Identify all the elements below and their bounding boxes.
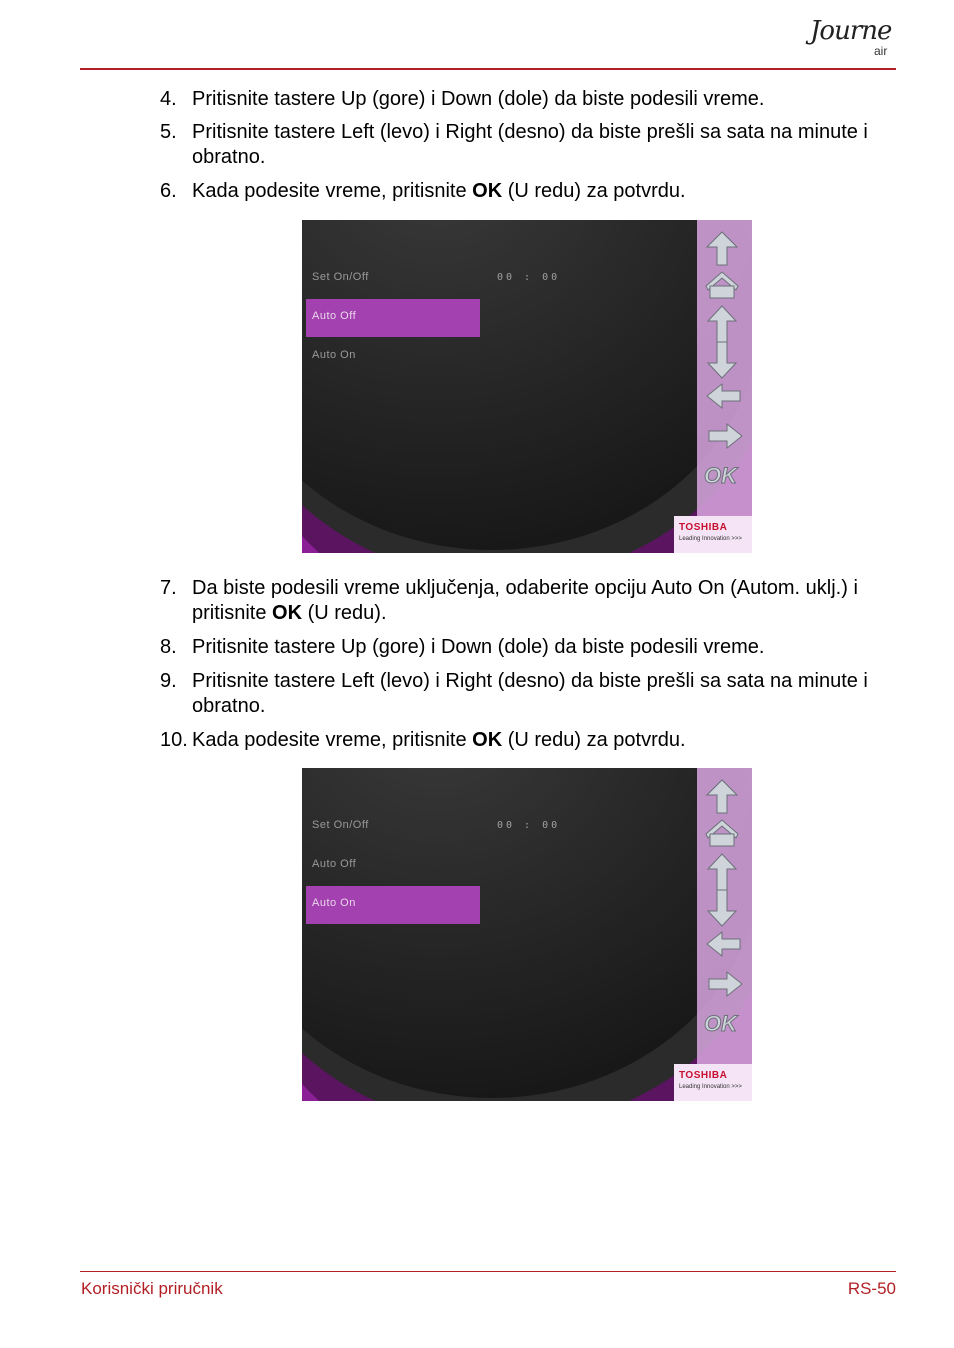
page-number: RS-50 <box>847 1279 896 1298</box>
screen-background <box>302 768 752 1101</box>
ok-bold: OK <box>272 602 303 624</box>
device-screenshot-2 <box>302 768 752 1101</box>
ok-button-icon[interactable]: OK <box>704 1011 737 1036</box>
step-number: 6. <box>160 180 177 202</box>
logo-sub: air <box>874 44 888 58</box>
step-6 <box>160 179 890 204</box>
ok-bold: OK <box>472 729 503 751</box>
menu-item-auto-off[interactable]: Auto Off <box>312 310 357 322</box>
ok-button-icon[interactable]: OK <box>704 463 737 488</box>
step-text: Kada podesite vreme, pritisnite OK (U redu) za potvrdu. <box>192 729 686 751</box>
menu-item-auto-on[interactable]: Auto On <box>312 349 356 361</box>
step-text: Pritisnite tastere Up (gore) i Down (dole) da biste podesili vreme. <box>192 88 765 110</box>
menu-item-auto-on[interactable]: Auto On <box>312 897 356 909</box>
step-text: Da biste podesili vreme uključenja, odaberite opciju Auto On (Autom. uklj.) i pritisnite OK (U redu). <box>192 577 858 624</box>
header-rule <box>80 68 896 70</box>
time-readout: 00 : 00 <box>497 820 561 831</box>
time-readout: 00 : 00 <box>497 272 561 283</box>
footer-rule <box>80 1271 896 1272</box>
step-text: Pritisnite tastere Up (gore) i Down (dole) da biste podesili vreme. <box>192 636 765 658</box>
step-text: Kada podesite vreme, pritisnite OK (U redu) za potvrdu. <box>192 180 686 202</box>
toshiba-logo: TOSHIBA <box>679 1070 728 1081</box>
step-number: 8. <box>160 636 177 658</box>
step-number: 4. <box>160 88 177 110</box>
step-5 <box>160 120 890 170</box>
step-text: Pritisnite tastere Left (levo) i Right (desno) da biste prešli sa sata na minute i obratno. <box>192 670 868 717</box>
step-7 <box>160 576 890 626</box>
step-number: 10. <box>160 729 188 751</box>
step-text: Pritisnite tastere Left (levo) i Right (desno) da biste prešli sa sata na minute i obratno. <box>192 121 868 168</box>
journe-air-logo <box>808 12 900 66</box>
step-number: 7. <box>160 577 177 599</box>
step-10 <box>160 728 890 753</box>
toshiba-tagline: Leading Innovation >>> <box>679 536 742 542</box>
footer-title: Korisnički priručnik <box>81 1279 223 1298</box>
step-4 <box>160 87 890 112</box>
screen-background <box>302 220 752 553</box>
toshiba-tagline: Leading Innovation >>> <box>679 1084 742 1090</box>
menu-item-auto-off[interactable]: Auto Off <box>312 858 357 870</box>
menu-item-set-on-off[interactable]: Set On/Off <box>312 271 369 283</box>
toshiba-logo: TOSHIBA <box>679 522 728 533</box>
step-9 <box>160 669 890 719</box>
step-number: 5. <box>160 121 177 143</box>
step-8 <box>160 635 890 660</box>
ok-bold: OK <box>472 180 503 202</box>
device-screenshot-1 <box>302 220 752 553</box>
menu-item-set-on-off[interactable]: Set On/Off <box>312 819 369 831</box>
step-number: 9. <box>160 670 177 692</box>
logo-script: Journe <box>810 16 892 46</box>
